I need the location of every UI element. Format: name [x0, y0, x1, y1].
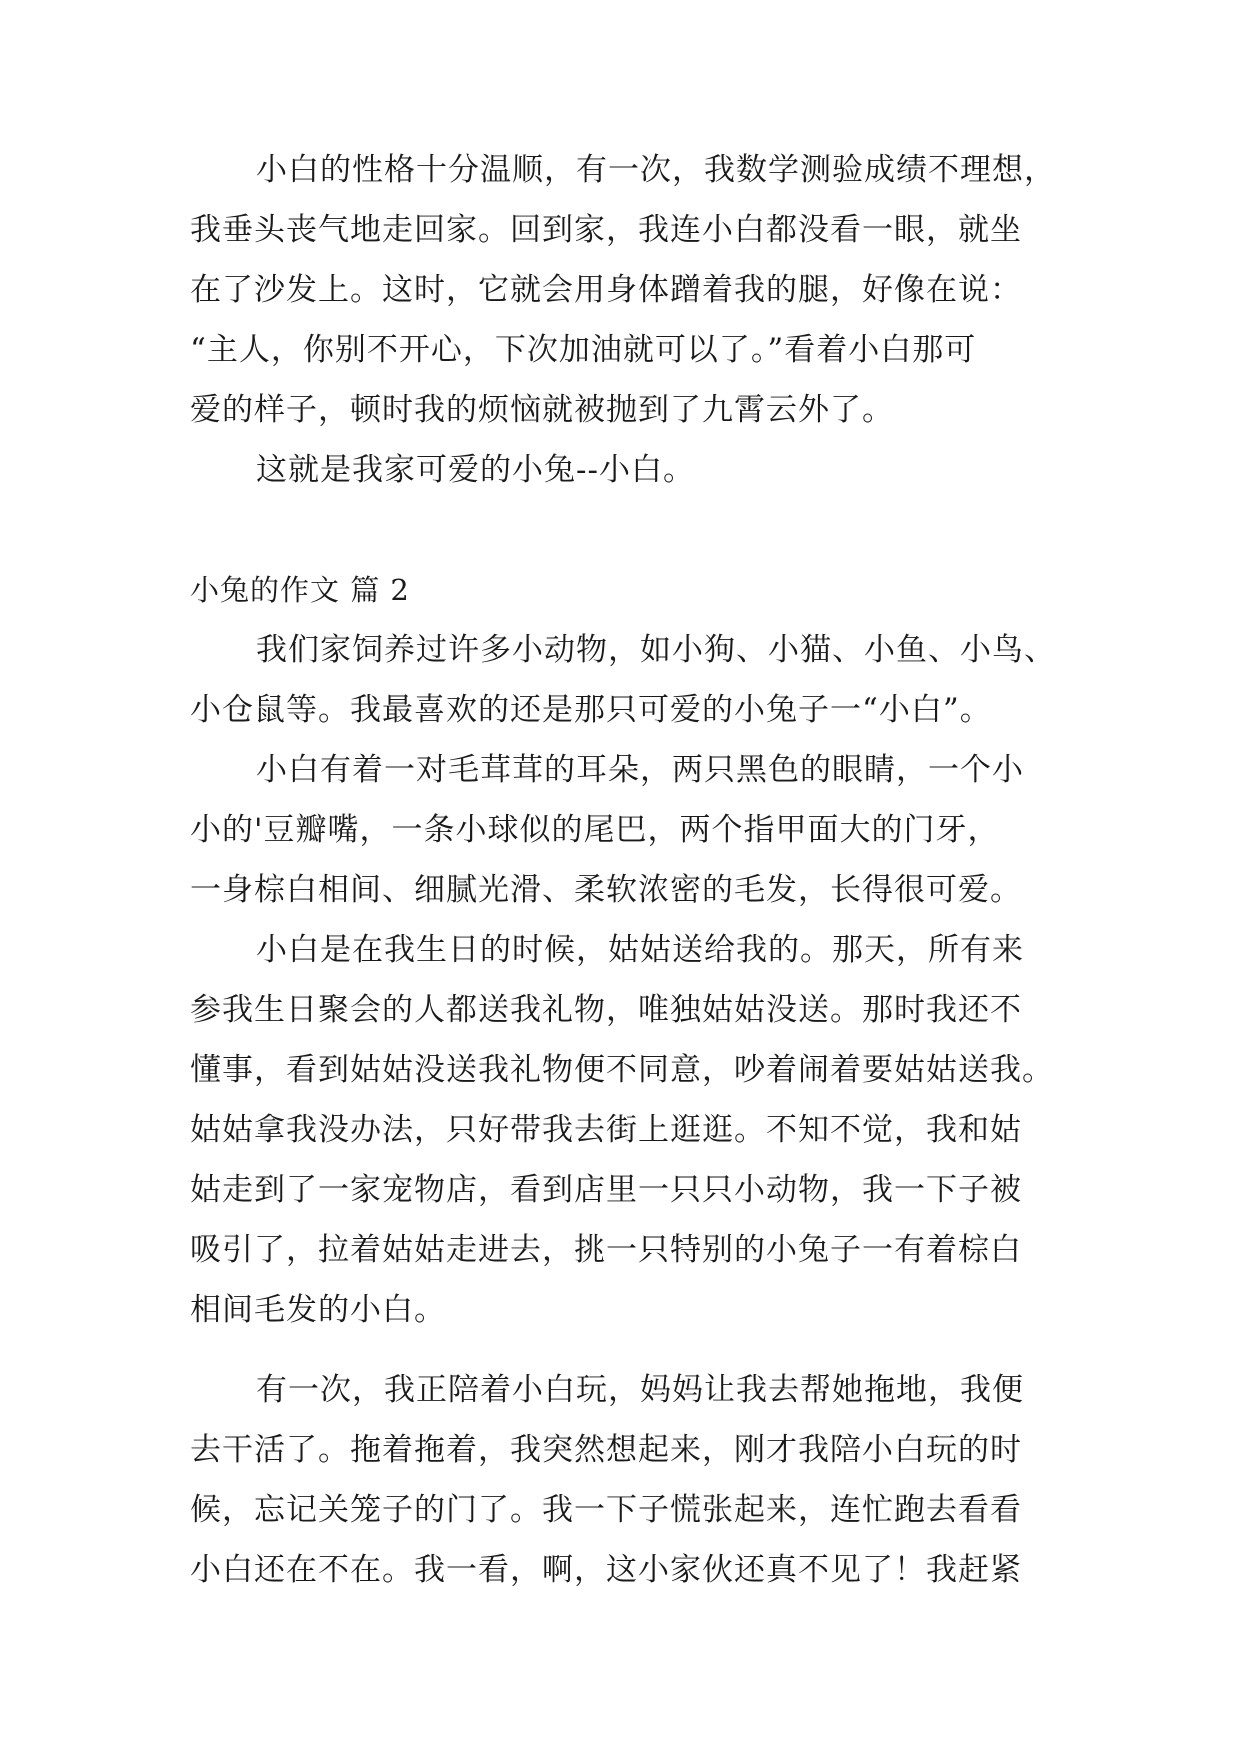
paragraph-line: 相间毛发的小白。 — [190, 1292, 446, 1328]
paragraph-line: 我垂头丧气地走回家。回到家，我连小白都没看一眼，就坐 — [190, 212, 1022, 248]
paragraph-line: 爱的样子，顿时我的烦恼就被抛到了九霄云外了。 — [190, 392, 894, 428]
paragraph-line: 参我生日聚会的人都送我礼物，唯独姑姑没送。那时我还不 — [190, 992, 1022, 1028]
paragraph-line: 去干活了。拖着拖着，我突然想起来，刚才我陪小白玩的时 — [190, 1432, 1022, 1468]
paragraph-line: 姑姑拿我没办法，只好带我去街上逛逛。不知不觉，我和姑 — [190, 1112, 1022, 1148]
paragraph-line: 有一次，我正陪着小白玩，妈妈让我去帮她拖地，我便 — [256, 1372, 1024, 1408]
paragraph-line: 小白有着一对毛茸茸的耳朵，两只黑色的眼睛，一个小 — [256, 752, 1024, 788]
paragraph-line: 一身棕白相间、细腻光滑、柔软浓密的毛发，长得很可爱。 — [190, 872, 1022, 908]
paragraph-line: 小白还在不在。我一看，啊，这小家伙还真不见了！我赶紧 — [190, 1552, 1022, 1588]
paragraph-line: 在了沙发上。这时，它就会用身体蹭着我的腿，好像在说： — [190, 272, 1022, 308]
paragraph-line: 小白是在我生日的时候，姑姑送给我的。那天，所有来 — [256, 932, 1024, 968]
paragraph-line: 吸引了，拉着姑姑走进去，挑一只特别的小兔子一有着棕白 — [190, 1232, 1022, 1268]
paragraph-line: 小白的性格十分温顺，有一次，我数学测验成绩不理想， — [256, 152, 1056, 188]
paragraph-line: 小仓鼠等。我最喜欢的还是那只可爱的小兔子一“小白”。 — [190, 692, 992, 728]
paragraph-line: 我们家饲养过许多小动物，如小狗、小猫、小鱼、小鸟、 — [256, 632, 1056, 668]
paragraph-line: 这就是我家可爱的小兔--小白。 — [256, 452, 695, 488]
paragraph-line: 姑走到了一家宠物店，看到店里一只只小动物，我一下子被 — [190, 1172, 1022, 1208]
paragraph-line: “主人，你别不开心，下次加油就可以了。”看着小白那可 — [190, 332, 977, 368]
paragraph-line: 候，忘记关笼子的门了。我一下子慌张起来，连忙跑去看看 — [190, 1492, 1022, 1528]
paragraph-line: 小的'豆瓣嘴，一条小球似的尾巴，两个指甲面大的门牙， — [190, 812, 1000, 848]
section-heading: 小兔的作文 篇 2 — [190, 573, 410, 607]
paragraph-line: 懂事，看到姑姑没送我礼物便不同意，吵着闹着要姑姑送我。 — [190, 1052, 1054, 1088]
